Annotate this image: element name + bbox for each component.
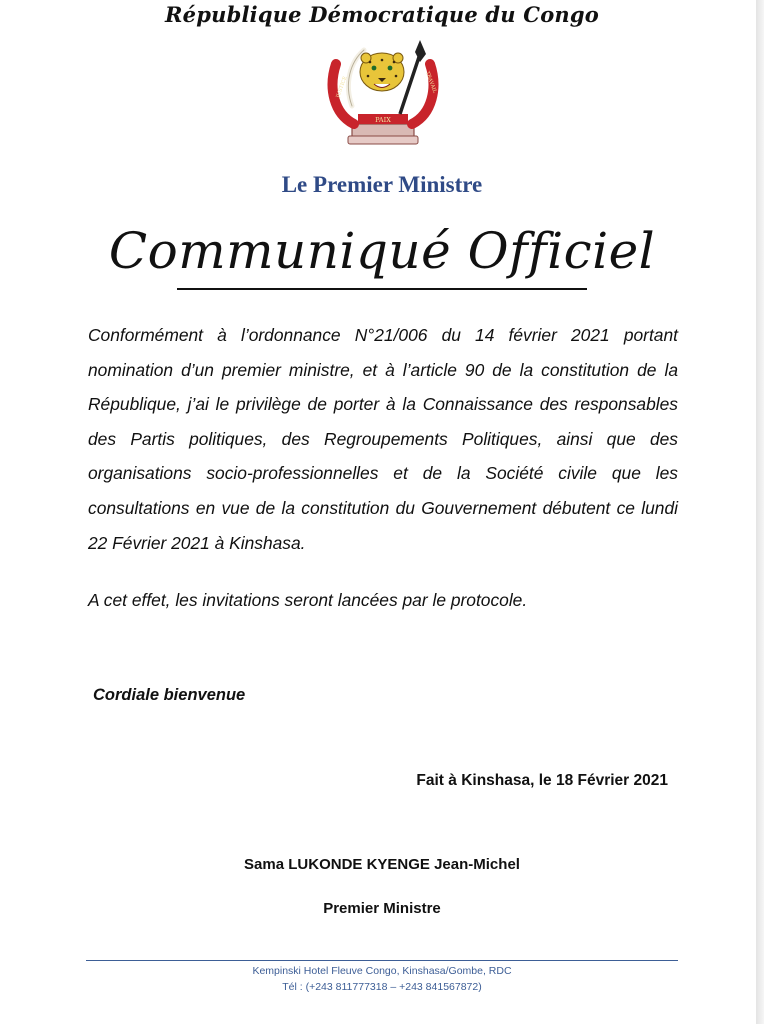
motto-center: PAIX [375, 116, 391, 124]
title-underline [177, 288, 587, 290]
footer-address: Kempinski Hotel Fleuve Congo, Kinshasa/Gombe, RDC [252, 965, 512, 977]
dateline: Fait à Kinshasa, le 18 Février 2021 [416, 772, 668, 789]
coat-of-arms-emblem [322, 36, 444, 148]
footer-phone: Tél : (+243 811777318 – +243 841567872) [282, 981, 482, 993]
signatory-title: Premier Ministre [323, 900, 441, 917]
motto-left: JUSTICE [335, 75, 349, 99]
country-header: République Démocratique du Congo [165, 2, 599, 27]
signatory-name: Sama LUKONDE KYENGE Jean-Michel [244, 856, 520, 873]
page-edge [756, 0, 764, 1024]
communique-title: Communiqué Officiel [108, 222, 656, 280]
motto-right: TRAVAIL [424, 70, 438, 94]
invitation-paragraph: A cet effet, les invitations seront lancées par le protocole. [88, 590, 528, 610]
footer-divider [86, 960, 678, 961]
communique-paragraph: Conformément à l’ordonnance N°21/006 du 14 février 2021 portant nomination d’un premier ministre, et à l’article 90 de la constitution de la République, j’ai le privilège de porter à la Connaissance des responsables des Partis politiques, des Regroupements Politiques, ainsi que des organisations socio-professionnelles et de la Société civile que les consultations en vue de la constitution du Gouvernement débutent ce lundi 22 Février 2021 à Kinshasa. [88, 325, 678, 553]
greeting: Cordiale bienvenue [93, 686, 246, 704]
office-heading: Le Premier Ministre [281, 172, 483, 197]
